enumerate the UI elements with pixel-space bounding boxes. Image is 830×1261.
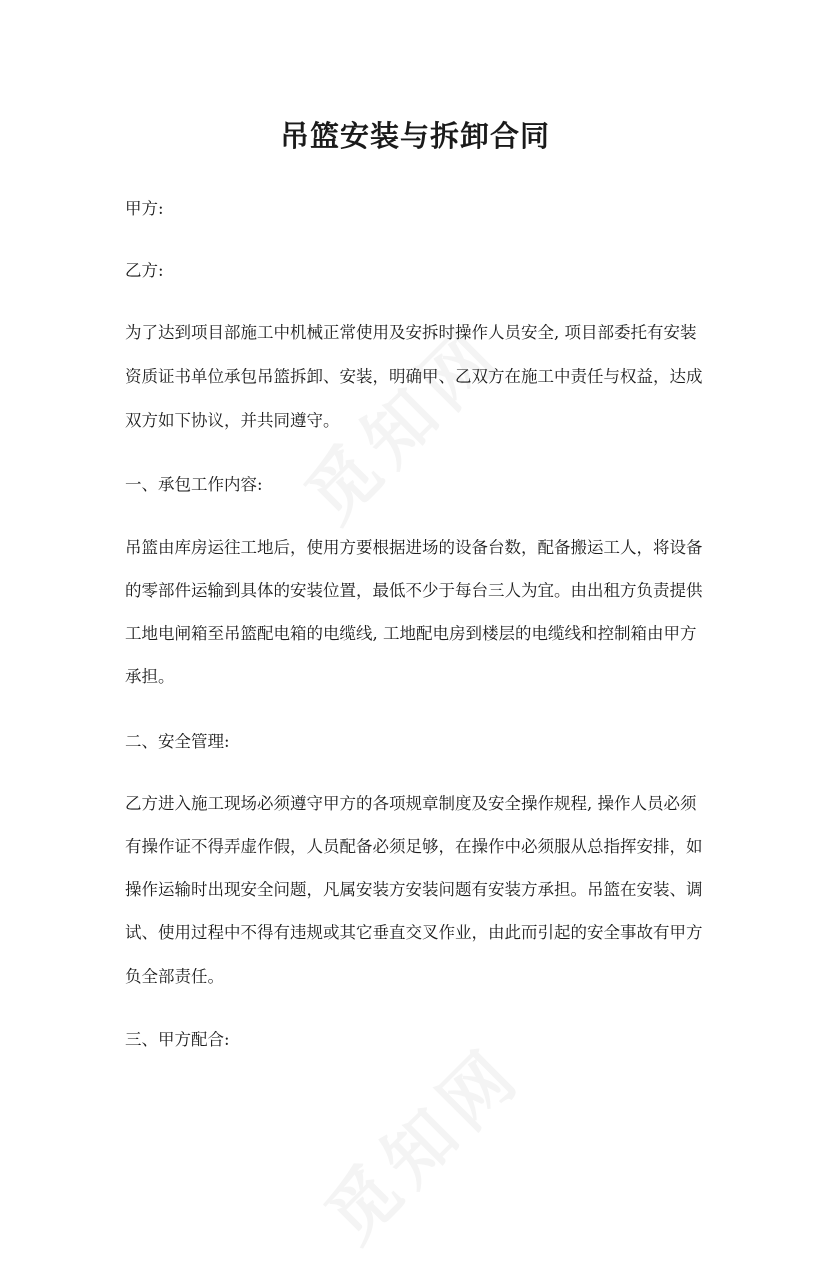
intro-line: 为了达到项目部施工中机械正常使用及安拆时操作人员安全, 项目部委托有安装: [125, 323, 697, 342]
section-2-line: 乙方进入施工现场必须遵守甲方的各项规章制度及安全操作规程, 操作人员必须: [125, 794, 697, 813]
party-a-label: 甲方:: [125, 199, 164, 218]
section-2-line: 操作运输时出现安全问题，凡属安装方安装问题有安装方承担。吊篮在安装、调: [125, 880, 703, 899]
section-1-line: 的零部件运输到具体的安装位置，最低不少于每台三人为宜。由出租方负责提供: [125, 581, 703, 600]
document-title: 吊篮安装与拆卸合同: [279, 119, 550, 153]
section-1-line: 承担。: [125, 667, 175, 686]
section-2-heading: 二、安全管理:: [125, 732, 230, 751]
party-b-label: 乙方:: [125, 261, 164, 280]
section-3-heading: 三、甲方配合:: [125, 1030, 230, 1049]
section-2-line: 负全部责任。: [125, 967, 224, 986]
watermark-lower: [299, 1020, 540, 1261]
intro-line: 资质证书单位承包吊篮拆卸、安装，明确甲、乙双方在施工中责任与权益，达成: [125, 367, 703, 386]
section-2-line: 有操作证不得弄虚作假，人员配备必须足够，在操作中必须服从总指挥安排，如: [125, 837, 703, 856]
section-2-line: 试、使用过程中不得有违规或其它垂直交叉作业，由此而引起的安全事故有甲方: [125, 923, 703, 942]
section-1-heading: 一、承包工作内容:: [125, 475, 263, 494]
section-1-line: 工地电闸箱至吊篮配电箱的电缆线, 工地配电房到楼层的电缆线和控制箱由甲方: [125, 624, 697, 643]
section-1-line: 吊篮由库房运往工地后，使用方要根据进场的设备台数，配备搬运工人，将设备: [125, 538, 703, 557]
intro-line: 双方如下协议，并共同遵守。: [125, 411, 340, 430]
